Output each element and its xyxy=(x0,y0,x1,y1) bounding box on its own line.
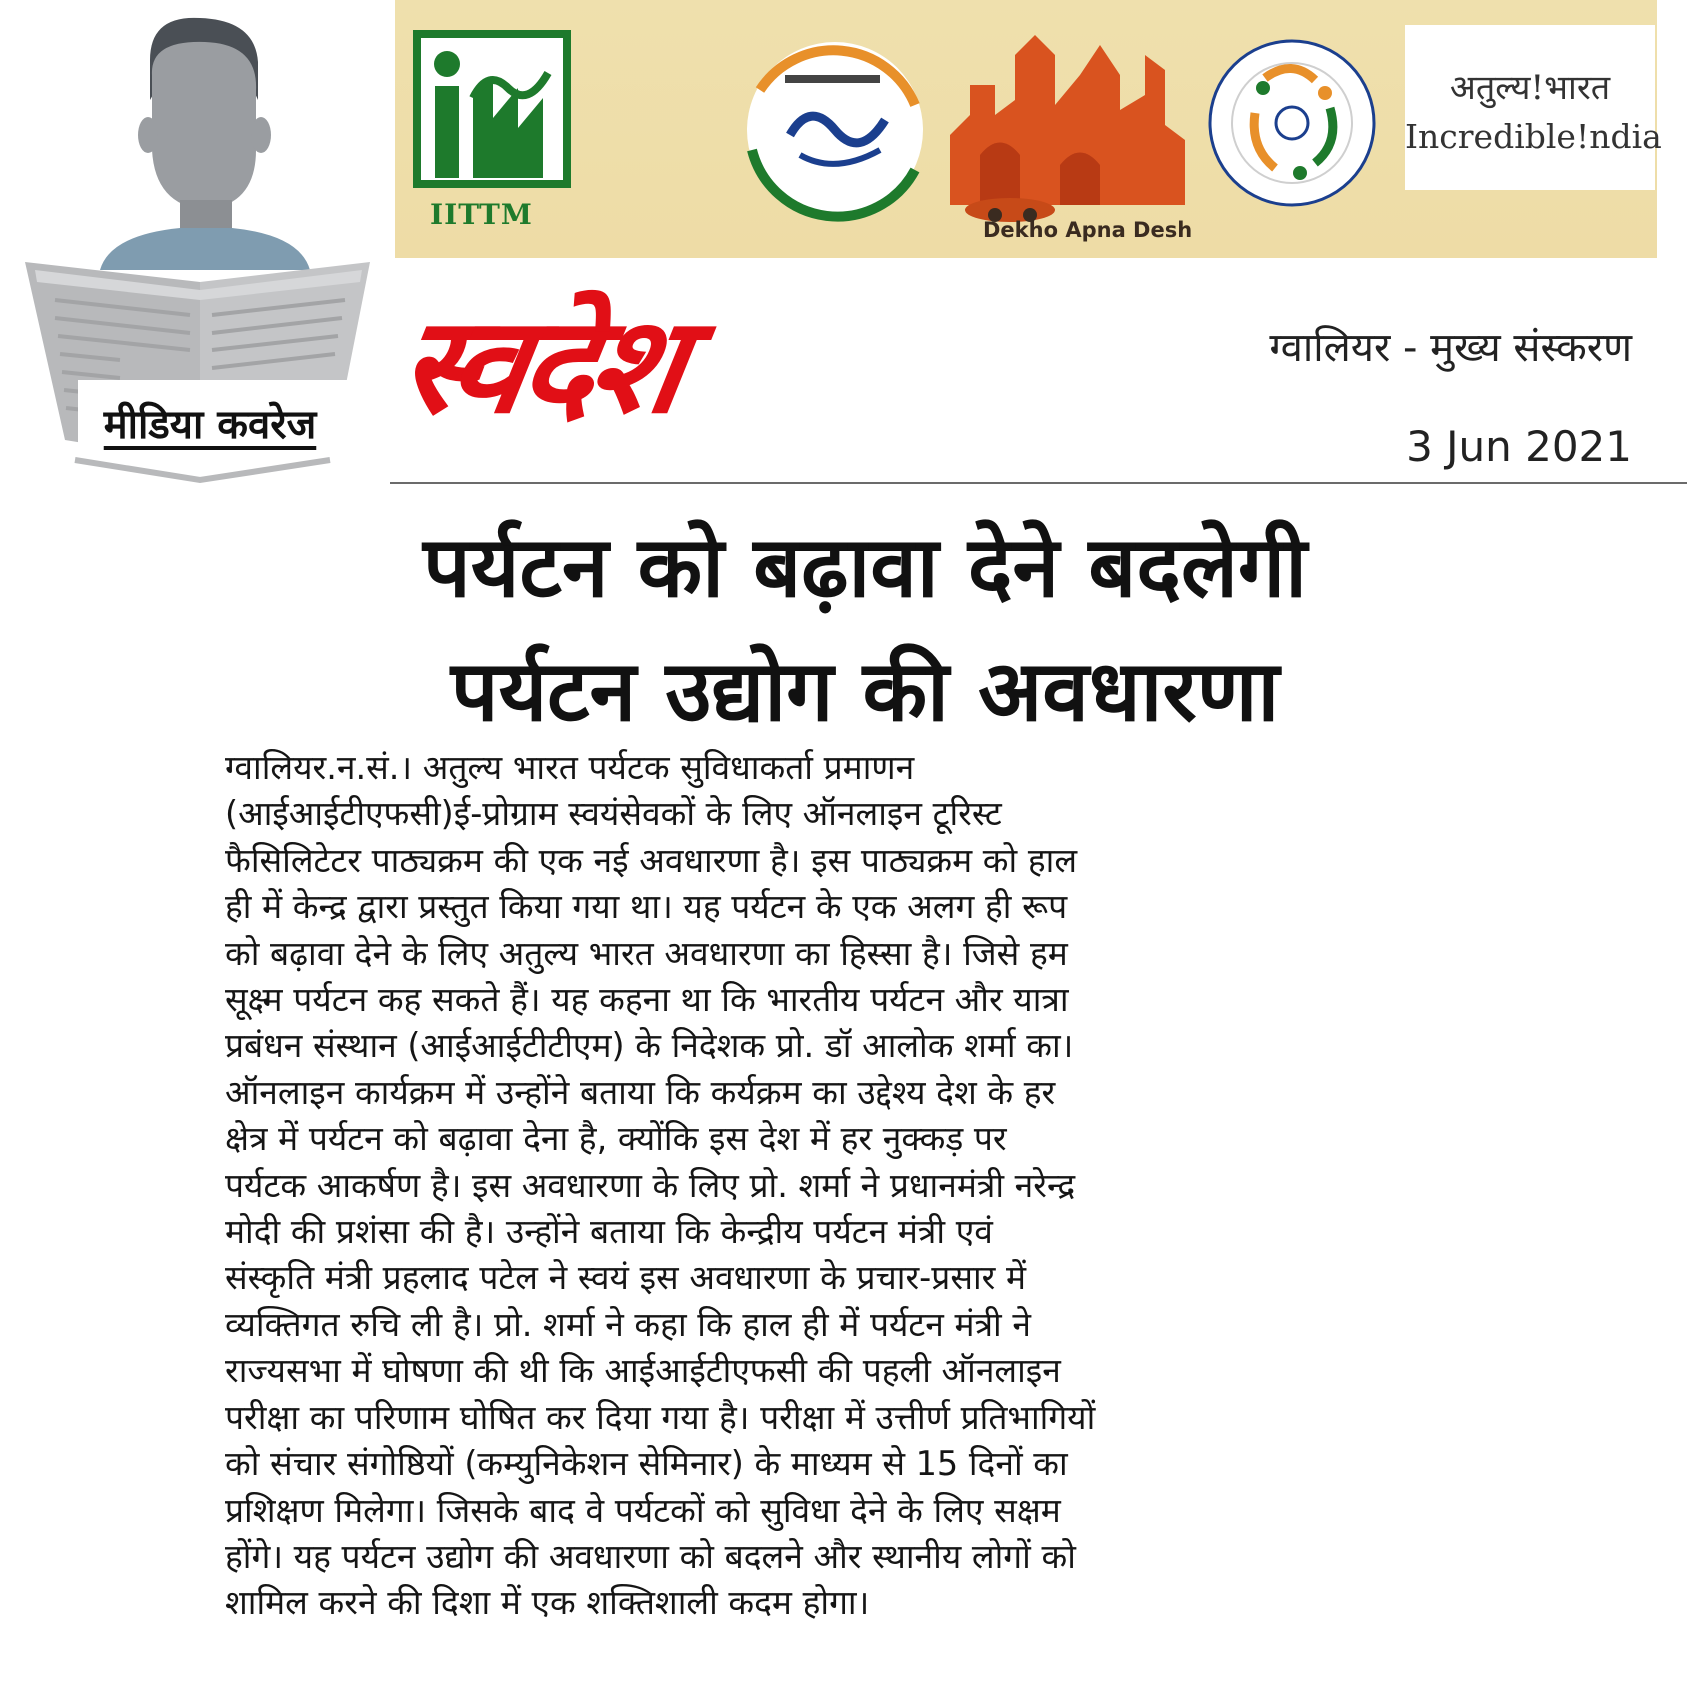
article-line: मोदी की प्रशंसा की है। उन्होंने बताया कि केन्द्रीय पर्यटन मंत्री एवं xyxy=(225,1212,993,1252)
article-line: ही में केन्द्र द्वारा प्रस्तुत किया गया था। यह पर्यटन के एक अलग ही रूप xyxy=(225,887,1068,927)
article-line: ग्वालियर.न.सं.। अतुल्य भारत पर्यटक सुविधाकर्ता प्रमाणन xyxy=(225,748,915,787)
article-line: (आईआईटीएफसी)ई-प्रोग्राम स्वयंसेवकों के लिए ऑनलाइन टूरिस्ट xyxy=(225,794,1002,834)
article-line: ऑनलाइन कार्यक्रम में उन्होंने बताया कि कर्यक्रम का उद्देश्य देश के हर xyxy=(225,1072,1056,1112)
azadi-ka-amrit-mahotsav-logo-icon xyxy=(740,20,930,245)
dekho-apna-desh-logo-icon xyxy=(940,15,1195,250)
media-coverage-caption: मीडिया कवरेज xyxy=(103,402,317,448)
article-headline xyxy=(200,505,1530,753)
article-line: होंगे। यह पर्यटन उद्योग की अवधारणा को बदलने और स्थानीय लोगों को xyxy=(225,1536,1076,1576)
article-line: शामिल करने की दिशा में एक शक्तिशाली कदम होगा। xyxy=(225,1583,870,1623)
article-line: फैसिलिटेटर पाठ्यक्रम की एक नई अवधारणा है। इस पाठ्यक्रम को हाल xyxy=(225,840,1078,880)
logo-banner xyxy=(395,0,1662,258)
incredible-india-logo xyxy=(1405,25,1662,190)
article-line: पर्यटक आकर्षण है। इस अवधारणा के लिए प्रो. शर्मा ने प्रधानमंत्री नरेन्द्र xyxy=(225,1165,1076,1205)
article-body xyxy=(225,745,1483,1627)
iittm-logo-label: IITTM xyxy=(430,198,533,231)
media-coverage-illustration xyxy=(0,0,390,485)
article-line: क्षेत्र में पर्यटन को बढ़ावा देना है, क्योंकि इस देश में हर नुक्कड़ पर xyxy=(225,1119,1007,1159)
headline-line-2: पर्यटन उद्योग की अवधारणा xyxy=(450,642,1280,740)
article-line: प्रबंधन संस्थान (आईआईटीटीएम) के निदेशक प्रो. डॉ आलोक शर्मा का। xyxy=(225,1026,1074,1066)
article-line: परीक्षा का परिणाम घोषित कर दिया गया है। परीक्षा में उत्तीर्ण प्रतिभागियों xyxy=(225,1397,1096,1437)
masthead-divider xyxy=(390,482,1687,484)
incredible-india-hindi: अतुल्य!भारत xyxy=(1449,68,1611,108)
dekho-apna-desh-label: Dekho Apna Desh xyxy=(983,218,1193,242)
article-line: प्रशिक्षण मिलेगा। जिसके बाद वे पर्यटकों को सुविधा देने के लिए सक्षम xyxy=(225,1490,1061,1530)
ek-bharat-shreshtha-bharat-logo-icon xyxy=(1205,18,1380,233)
article-line: संस्कृति मंत्री प्रहलाद पटेल ने स्वयं इस अवधारणा के प्रचार-प्रसार में xyxy=(225,1258,1027,1298)
headline-line-1: पर्यटन को बढ़ावा देने बदलेगी xyxy=(423,518,1307,616)
article-line: सूक्ष्म पर्यटन कह सकते हैं। यह कहना था कि भारतीय पर्यटन और यात्रा xyxy=(225,980,1069,1020)
article-line: को संचार संगोष्ठियों (कम्युनिकेशन सेमिनार) के माध्यम से 15 दिनों का xyxy=(225,1444,1068,1484)
article-line: व्यक्तिगत रुचि ली है। प्रो. शर्मा ने कहा कि हाल ही में पर्यटन मंत्री ने xyxy=(225,1304,1031,1344)
newspaper-edition: ग्वालियर - मुख्य संस्करण xyxy=(1269,325,1632,371)
article-line: राज्यसभा में घोषणा की थी कि आईआईटीएफसी की पहली ऑनलाइन xyxy=(225,1351,1061,1391)
article-line: को बढ़ावा देने के लिए अतुल्य भारत अवधारणा का हिस्सा है। जिसे हम xyxy=(225,933,1068,973)
newspaper-masthead: स्वदेश xyxy=(389,288,690,444)
publication-date: 3 Jun 2021 xyxy=(1406,422,1632,471)
incredible-india-english: Incredible!ndia xyxy=(1405,117,1662,156)
